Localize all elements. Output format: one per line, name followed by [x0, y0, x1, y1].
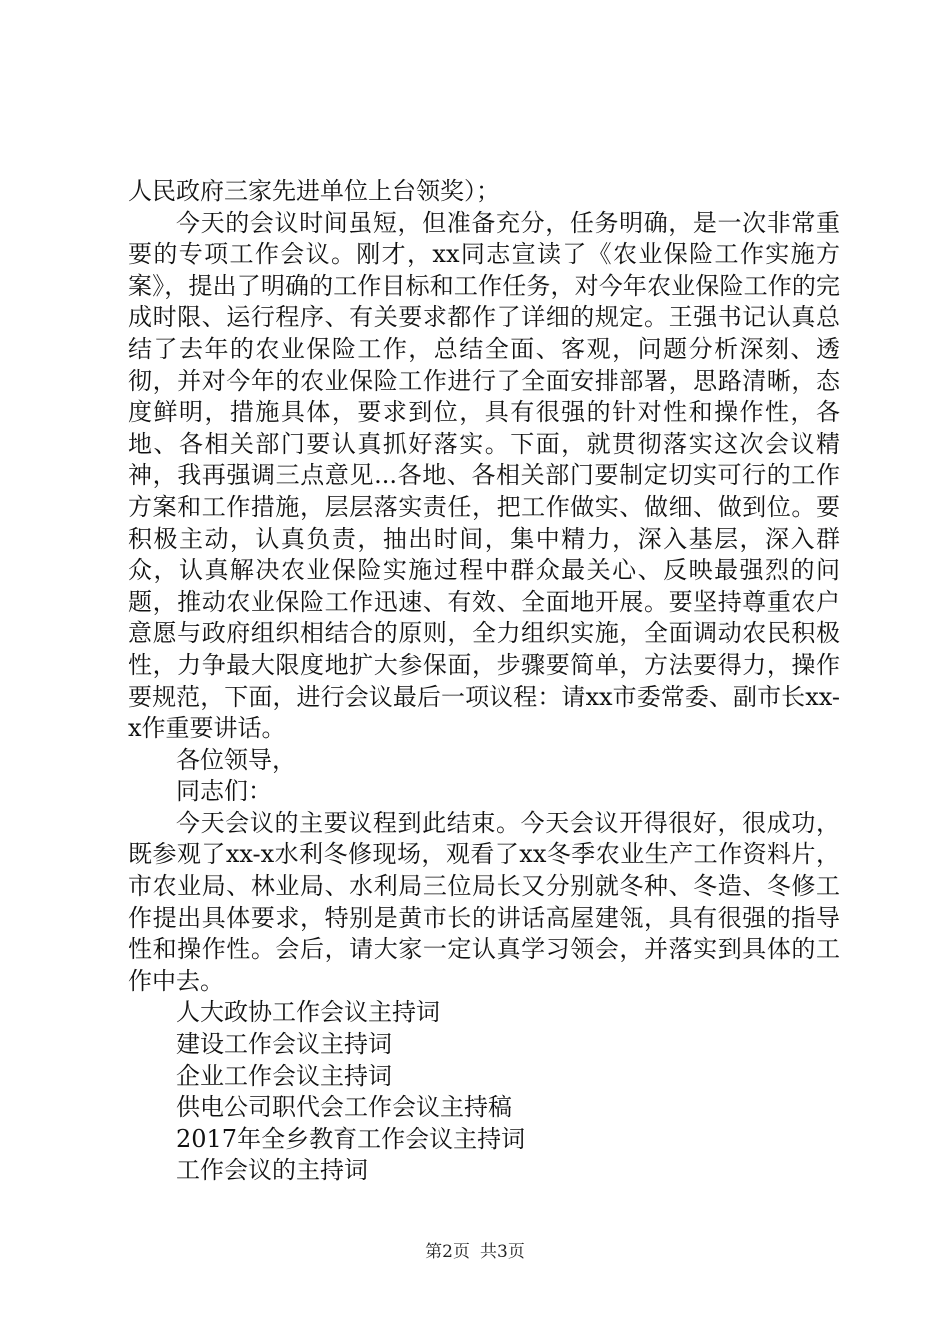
paragraph-meeting-summary: 今天的会议时间虽短，但准备充分，任务明确，是一次非常重要的专项工作会议。刚才，xx同志宣读了《农业保险工作实施方案》，提出了明确的工作目标和工作任务，对今年农业保险工作的完成时限、运行程序、有关要求都作了详细的规定。王强书记认真总结了去年的农业保险工作，总结全面、客观，问题分析深刻、透彻，并对今年的农业保险工作进行了全面安排部署，思路清晰，态度鲜明，措施具体，要求到位，具有很强的针对性和操作性，各地、各相关部门要认真抓好落实。下面，就贯彻落实这次会议精神，我再强调三点意见...各地、各相关部门要制定切实可行的工作方案和工作措施，层层落实责任，把工作做实、做细、做到位。要积极主动，认真负责，抽出时间，集中精力，深入基层，深入群众，认真解决农业保险实施过程中群众最关心、反映最强烈的问题，推动农业保险工作迅速、有效、全面地开展。要坚持尊重农户意愿与政府组织相结合的原则，全力组织实施，全面调动农民积极性，力争最大限度地扩大参保面，步骤要简单，方法要得力，操作要规范，下面，进行会议最后一项议程：请xx市委常委、副市长xx-x作重要讲话。: [128, 208, 840, 743]
document-body: [128, 176, 840, 1187]
related-title: 2017年全乡教育工作会议主持词: [176, 1124, 526, 1153]
greeting-comrades: 同志们：: [176, 777, 272, 806]
paragraph-closing: 今天会议的主要议程到此结束。今天会议开得很好，很成功，既参观了xx-x水利冬修现场，观看了xx冬季农业生产工作资料片，市农业局、林业局、水利局三位局长又分别就冬种、冬造、冬修工作提出具体要求，特别是黄市长的讲话高屋建瓴，具有很强的指导性和操作性。会后，请大家一定认真学习领会，并落实到具体的工作中去。: [128, 808, 840, 995]
related-title: 供电公司职代会工作会议主持稿: [176, 1093, 512, 1122]
paragraph-continuation: 人民政府三家先进单位上台领奖）；: [128, 177, 500, 205]
related-title: 建设工作会议主持词: [176, 1030, 392, 1059]
related-title: 人大政协工作会议主持词: [176, 998, 440, 1027]
related-title: 工作会议的主持词: [176, 1156, 368, 1185]
page-footer: [0, 1242, 950, 1262]
page-number-total: 共3页: [480, 1242, 525, 1262]
greeting-leaders: 各位领导，: [176, 745, 296, 774]
page-number-current: 第2页: [425, 1242, 470, 1262]
related-title: 企业工作会议主持词: [176, 1061, 392, 1090]
